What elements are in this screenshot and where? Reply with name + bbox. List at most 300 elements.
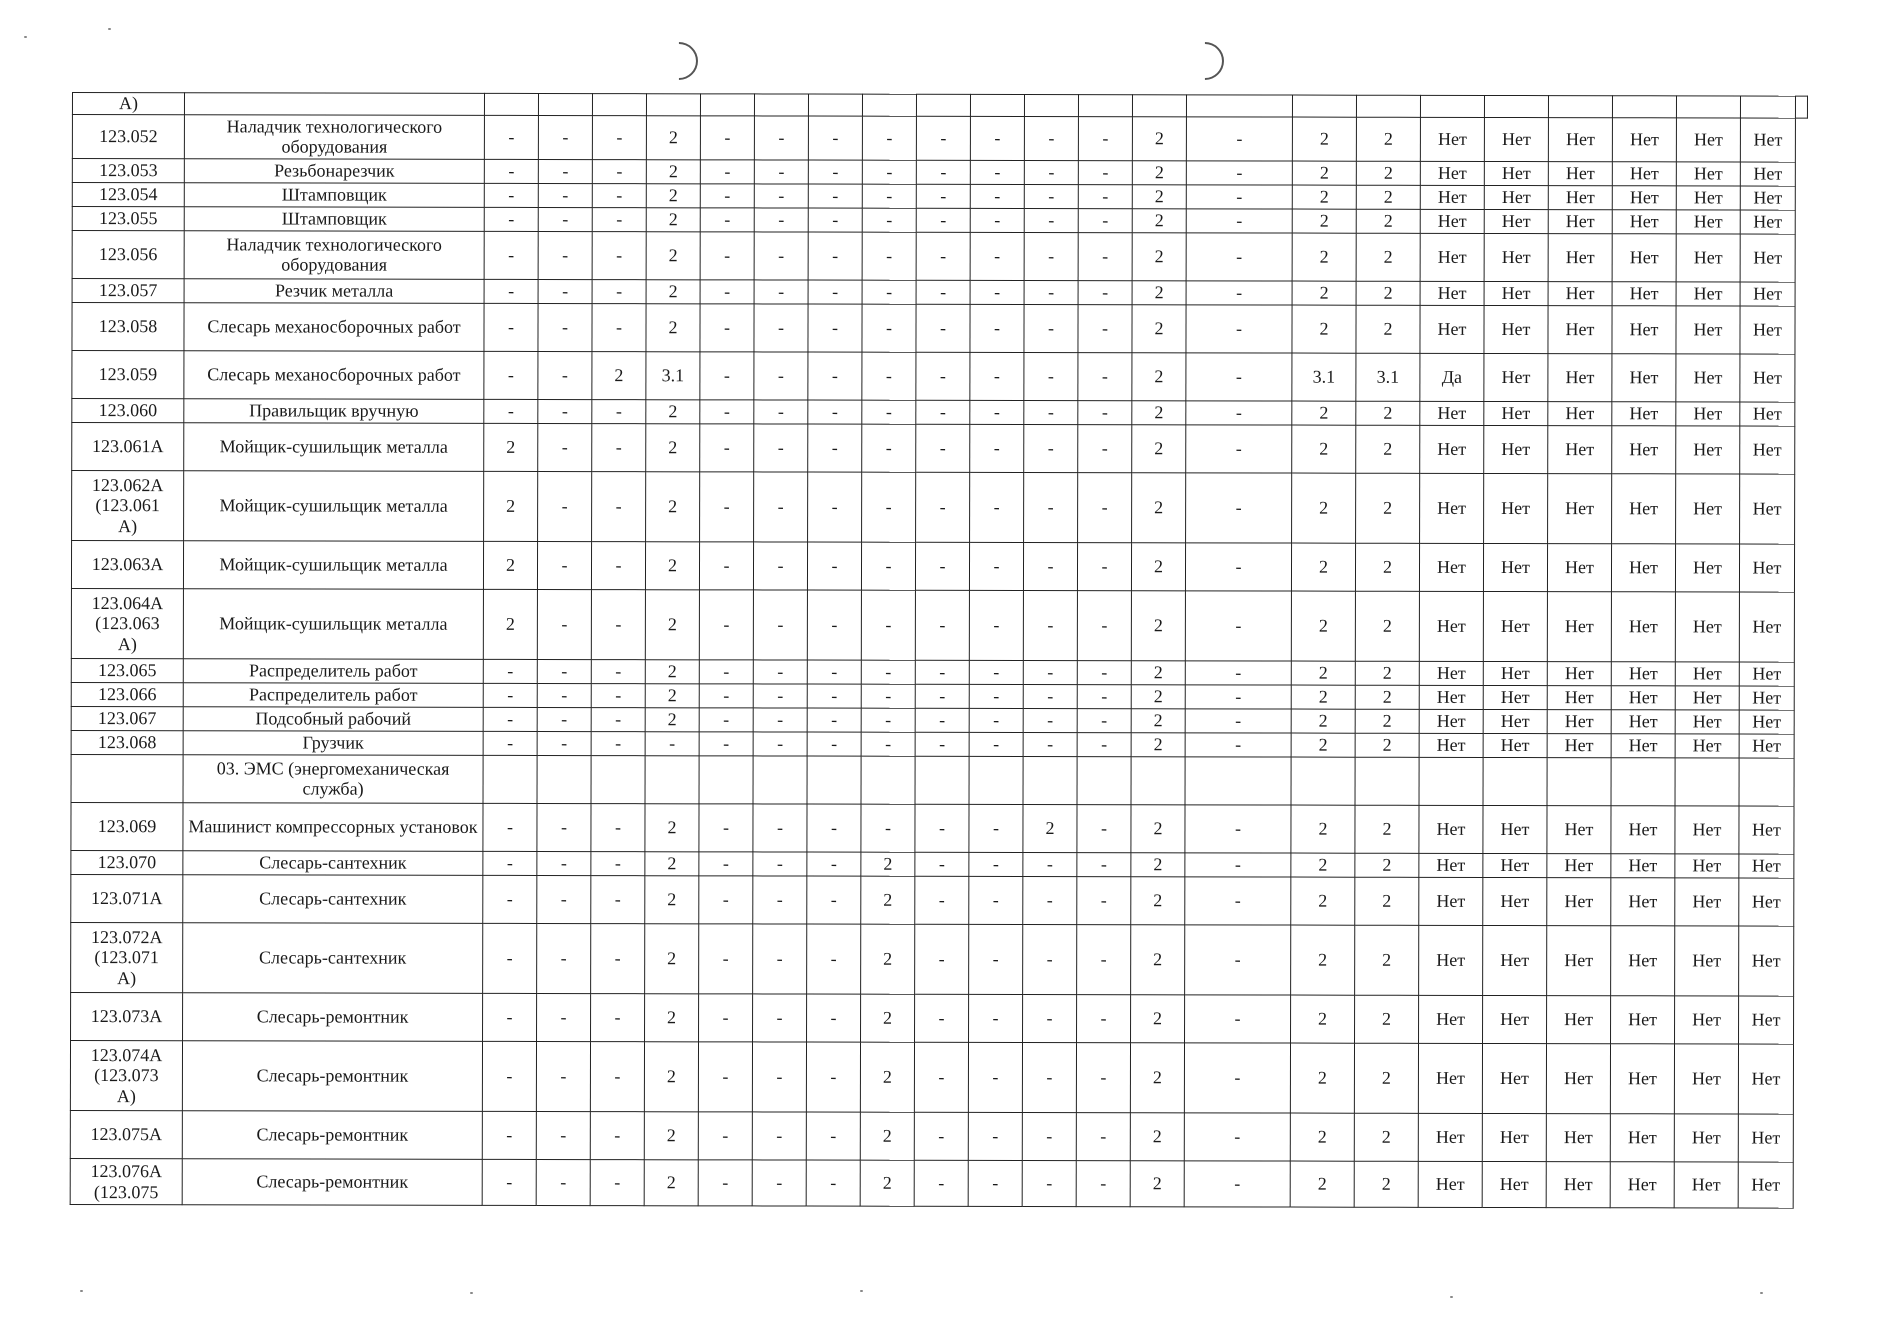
assessment-value-cell: - <box>753 924 807 994</box>
assessment-value-cell: - <box>483 803 537 851</box>
assessment-value-cell <box>645 756 699 804</box>
assessment-value-cell: - <box>808 184 862 208</box>
profession-name-cell: Слесарь механосборочных работ <box>184 303 484 352</box>
assessment-value-cell: - <box>1078 401 1132 425</box>
assessment-value-cell: Нет <box>1546 1114 1610 1162</box>
assessment-value-cell: Нет <box>1739 926 1794 996</box>
assessment-value-cell: - <box>808 208 862 232</box>
assessment-value-cell: - <box>916 304 970 352</box>
assessment-value-cell: 2 <box>1132 233 1186 281</box>
assessment-value-cell: - <box>1186 117 1292 161</box>
assessment-value-cell <box>1185 757 1291 805</box>
assessment-value-cell: - <box>699 660 753 684</box>
assessment-value-cell: Нет <box>1674 1114 1738 1162</box>
workplace-code-cell: 123.076А (123.075 <box>70 1158 182 1204</box>
assessment-value-cell: - <box>1184 1161 1290 1207</box>
assessment-value-cell: 2 <box>1291 995 1355 1043</box>
assessment-value-cell: - <box>807 876 861 924</box>
workplace-code-cell: 123.055 <box>72 207 184 231</box>
assessment-value-cell: Нет <box>1483 543 1547 591</box>
assessment-value-cell: Нет <box>1740 118 1795 162</box>
assessment-value-cell: - <box>753 852 807 876</box>
assessment-value-cell: - <box>698 1160 752 1206</box>
assessment-value-cell: - <box>537 589 591 659</box>
assessment-value-cell: 2 <box>1292 161 1356 185</box>
assessment-value-cell: 2 <box>1356 401 1420 425</box>
assessment-value-cell: - <box>483 923 537 993</box>
assessment-value-cell: - <box>699 852 753 876</box>
assessment-value-cell: 2 <box>1292 233 1356 281</box>
assessment-value-cell: - <box>915 924 969 994</box>
assessment-value-cell: - <box>591 924 645 994</box>
assessment-value-cell: 2 <box>645 660 699 684</box>
assessment-value-cell: - <box>592 160 646 184</box>
assessment-value-cell: Нет <box>1675 996 1739 1044</box>
assessment-value-cell: - <box>806 1112 860 1160</box>
assessment-value-cell: - <box>1186 401 1292 425</box>
assessment-value-cell <box>1675 758 1739 806</box>
assessment-value-cell: Нет <box>1546 1162 1610 1208</box>
assessment-value-cell: - <box>915 684 969 708</box>
assessment-value-cell: - <box>1024 208 1078 232</box>
assessment-value-cell: - <box>1024 160 1078 184</box>
table-row <box>72 207 1807 235</box>
assessment-value-cell: - <box>1078 281 1132 305</box>
assessment-value-cell: 2 <box>644 1160 698 1206</box>
assessment-value-cell: Нет <box>1611 806 1675 854</box>
assessment-value-cell: Нет <box>1482 1161 1546 1207</box>
assessment-value-cell: 2 <box>1292 185 1356 209</box>
assessment-value-cell <box>699 756 753 804</box>
assessment-value-cell: - <box>483 875 537 923</box>
assessment-value-cell: Нет <box>1611 854 1675 878</box>
assessment-value-cell: - <box>969 590 1023 660</box>
assessment-value-cell: Нет <box>1548 306 1612 354</box>
assessment-value-cell: Нет <box>1740 402 1795 426</box>
assessment-value-cell: - <box>753 994 807 1042</box>
assessment-value-cell: - <box>807 660 861 684</box>
assessment-value-cell: - <box>538 351 592 399</box>
assessment-value-cell: - <box>484 399 538 423</box>
assessment-value-cell: Нет <box>1484 425 1548 473</box>
assessment-value-cell: - <box>862 472 916 542</box>
assessment-value-cell: - <box>1077 925 1131 995</box>
assessment-value-cell: - <box>1078 185 1132 209</box>
assessment-value-cell: - <box>1185 733 1291 757</box>
assessment-value-cell: 2 <box>1292 305 1356 353</box>
table-row <box>72 231 1807 283</box>
assessment-value-cell: 2 <box>1291 853 1355 877</box>
assessment-value-cell: - <box>536 1111 590 1159</box>
assessment-value-cell: - <box>969 660 1023 684</box>
assessment-value-cell: Нет <box>1420 305 1484 353</box>
assessment-value-cell: Нет <box>1483 661 1547 685</box>
profession-name-cell: Машинист компрессорных установок <box>183 803 483 852</box>
assessment-value-cell: - <box>754 208 808 232</box>
assessment-value-cell: - <box>538 399 592 423</box>
assessment-value-cell: - <box>808 232 862 280</box>
assessment-value-cell: - <box>590 1042 644 1112</box>
assessment-value-cell: - <box>1185 853 1291 877</box>
workplace-code-cell: 123.073А <box>71 992 183 1040</box>
assessment-value-cell: 2 <box>1290 1043 1354 1113</box>
workplace-code-cell: 123.061А <box>72 423 184 471</box>
table-row <box>70 1158 1805 1208</box>
assessment-value-cell: - <box>969 876 1023 924</box>
table-row <box>71 922 1806 996</box>
assessment-value-cell: Нет <box>1612 474 1676 544</box>
assessment-value-cell: 2 <box>1354 1043 1418 1113</box>
assessment-value-cell: - <box>807 590 861 660</box>
assessment-value-cell: Нет <box>1611 926 1675 996</box>
assessment-value-cell: - <box>538 183 592 207</box>
assessment-value-cell: 3.1 <box>1356 353 1420 401</box>
assessment-value-cell: - <box>970 160 1024 184</box>
assessment-value-cell: - <box>484 207 538 231</box>
assessment-value-cell: Нет <box>1611 710 1675 734</box>
assessment-value-cell: - <box>591 852 645 876</box>
assessment-value-cell: Нет <box>1676 186 1740 210</box>
assessment-value-cell: 2 <box>861 852 915 876</box>
assessment-value-cell: - <box>970 304 1024 352</box>
assessment-value-cell: Нет <box>1676 354 1740 402</box>
assessment-value-cell: - <box>1077 877 1131 925</box>
assessment-value-cell: Нет <box>1675 686 1739 710</box>
assessment-value-cell: - <box>806 1042 860 1112</box>
assessment-value-cell: - <box>538 207 592 231</box>
assessment-value-cell: - <box>862 116 916 160</box>
assessment-value-cell: - <box>592 304 646 352</box>
assessment-value-cell: Нет <box>1740 234 1795 282</box>
assessment-value-cell: - <box>915 804 969 852</box>
assessment-value-cell: Нет <box>1740 186 1795 210</box>
assessment-value-cell: Нет <box>1483 591 1547 661</box>
assessment-value-cell: Нет <box>1420 185 1484 209</box>
assessment-value-cell: 2 <box>1356 185 1420 209</box>
assessment-value-cell <box>1795 96 1807 118</box>
assessment-value-cell: 2 <box>1355 995 1419 1043</box>
assessment-value-cell: Нет <box>1610 1162 1674 1208</box>
assessment-value-cell: - <box>916 280 970 304</box>
assessment-value-cell: - <box>970 424 1024 472</box>
assessment-value-cell: 2 <box>645 684 699 708</box>
assessment-value-cell: 2 <box>1355 925 1419 995</box>
scan-speck <box>24 36 27 38</box>
table-row <box>72 423 1807 475</box>
assessment-value-cell <box>1484 95 1548 117</box>
assessment-value-cell: 2 <box>645 852 699 876</box>
assessment-value-cell <box>1078 95 1132 117</box>
assessment-value-cell: - <box>915 732 969 756</box>
assessment-value-cell: 2 <box>646 400 700 424</box>
assessment-value-cell: Нет <box>1739 710 1794 734</box>
assessment-value-cell: Нет <box>1676 118 1740 162</box>
assessment-value-cell: 2 <box>1292 281 1356 305</box>
assessment-value-cell: 2 <box>1132 281 1186 305</box>
profession-name-cell: Слесарь-ремонтник <box>182 1159 482 1206</box>
assessment-value-cell: - <box>753 876 807 924</box>
assessment-value-cell: 2 <box>644 1112 698 1160</box>
assessment-value-cell: Нет <box>1547 806 1611 854</box>
table-row <box>72 471 1807 545</box>
table-row <box>71 588 1806 662</box>
assessment-value-cell: Нет <box>1548 282 1612 306</box>
assessment-value-cell: - <box>1186 161 1292 185</box>
assessment-value-cell: 2 <box>1131 877 1185 925</box>
assessment-value-cell: - <box>861 684 915 708</box>
assessment-value-cell: 2 <box>1290 1161 1354 1207</box>
assessment-value-cell: 2 <box>483 541 537 589</box>
assessment-value-cell: Нет <box>1548 354 1612 402</box>
assessment-value-cell <box>592 94 646 116</box>
assessment-value-cell: - <box>915 876 969 924</box>
assessment-value-cell <box>1547 758 1611 806</box>
assessment-value-cell: - <box>1077 591 1131 661</box>
assessment-value-cell: - <box>538 115 592 159</box>
assessment-value-cell: - <box>482 1111 536 1159</box>
assessment-value-cell: - <box>483 659 537 683</box>
table-row <box>71 754 1806 806</box>
assessment-value-cell: - <box>968 1042 1022 1112</box>
assessment-value-cell: Нет <box>1420 117 1484 161</box>
assessment-value-cell: Нет <box>1676 234 1740 282</box>
assessment-value-cell: 2 <box>1355 733 1419 757</box>
assessment-value-cell: Нет <box>1675 806 1739 854</box>
assessment-value-cell: Нет <box>1739 734 1794 758</box>
assessment-value-cell: - <box>753 590 807 660</box>
assessment-value-cell: - <box>699 924 753 994</box>
profession-name-cell: Резчик металла <box>184 279 484 304</box>
assessment-value-cell: Нет <box>1612 402 1676 426</box>
assessment-value-cell: - <box>915 994 969 1042</box>
assessment-value-cell: Нет <box>1740 162 1795 186</box>
assessment-value-cell: - <box>807 852 861 876</box>
workplace-code-cell <box>71 754 183 802</box>
assessment-value-cell: - <box>537 993 591 1041</box>
assessment-value-cell: - <box>484 303 538 351</box>
assessment-value-cell: - <box>1023 660 1077 684</box>
assessment-value-cell: - <box>592 424 646 472</box>
workplace-code-cell: 123.065 <box>71 658 183 682</box>
assessment-value-cell: Нет <box>1738 1162 1793 1208</box>
assessment-value-cell: - <box>1024 472 1078 542</box>
assessment-value-cell: Нет <box>1483 685 1547 709</box>
assessment-value-cell: - <box>1185 591 1291 661</box>
assessment-value-cell: - <box>1185 543 1291 591</box>
assessment-value-cell: Нет <box>1483 733 1547 757</box>
assessment-value-cell: - <box>591 590 645 660</box>
assessment-value-cell: Нет <box>1419 591 1483 661</box>
workplace-code-cell: 123.068 <box>71 730 183 754</box>
assessment-value-cell: Нет <box>1611 544 1675 592</box>
assessment-value-cell: Нет <box>1483 853 1547 877</box>
table-row <box>71 874 1806 926</box>
assessment-value-cell: - <box>482 1041 536 1111</box>
assessment-value-cell: - <box>915 708 969 732</box>
assessment-value-cell: - <box>1185 925 1291 995</box>
assessment-value-cell: 2 <box>646 160 700 184</box>
profession-name-cell: Мойщик-сушильщик металла <box>184 423 484 472</box>
assessment-value-cell: - <box>916 424 970 472</box>
assessment-value-cell: Нет <box>1419 661 1483 685</box>
assessment-value-cell: - <box>753 684 807 708</box>
assessment-value-cell: - <box>1077 685 1131 709</box>
assessment-value-cell: - <box>700 116 754 160</box>
assessment-value-cell: 2 <box>860 1112 914 1160</box>
assessment-value-cell: - <box>1077 995 1131 1043</box>
assessment-value-cell: - <box>537 731 591 755</box>
assessment-value-cell: - <box>1022 1112 1076 1160</box>
table-row <box>71 992 1806 1044</box>
assessment-value-cell: Нет <box>1420 233 1484 281</box>
profession-name-cell: Резьбонарезчик <box>184 159 484 184</box>
assessment-value-cell: - <box>808 280 862 304</box>
assessment-value-cell: Нет <box>1484 209 1548 233</box>
assessment-value-cell: - <box>698 1042 752 1112</box>
assessment-value-cell: 2 <box>1355 685 1419 709</box>
assessment-value-cell: - <box>969 924 1023 994</box>
assessment-value-cell: - <box>969 804 1023 852</box>
assessment-value-cell <box>484 93 538 115</box>
assessment-value-cell: - <box>538 159 592 183</box>
assessment-value-cell: Нет <box>1483 709 1547 733</box>
assessment-value-cell: - <box>808 160 862 184</box>
assessment-value-cell: 2 <box>1290 1113 1354 1161</box>
workplace-code-cell: 123.057 <box>72 279 184 303</box>
assessment-value-cell: 2 <box>1292 425 1356 473</box>
assessment-value-cell: Нет <box>1612 306 1676 354</box>
workplace-code-cell: 123.074А (123.073 А) <box>70 1040 182 1110</box>
assessment-value-cell: - <box>592 400 646 424</box>
assessment-value-cell: Нет <box>1676 162 1740 186</box>
assessment-value-cell: Нет <box>1739 592 1794 662</box>
assessment-value-cell: - <box>861 732 915 756</box>
assessment-value-cell: - <box>862 424 916 472</box>
assessment-value-cell: - <box>592 280 646 304</box>
assessment-value-cell: Нет <box>1419 733 1483 757</box>
assessment-value-cell: Нет <box>1675 926 1739 996</box>
assessment-value-cell: - <box>591 708 645 732</box>
assessment-value-cell: 2 <box>1131 661 1185 685</box>
assessment-value-cell: - <box>1185 709 1291 733</box>
assessment-value-cell: - <box>1186 233 1292 281</box>
table-row <box>70 1040 1805 1114</box>
assessment-value-cell: - <box>752 1112 806 1160</box>
assessment-value-cell: - <box>1186 185 1292 209</box>
workplace-code-cell: 123.053 <box>72 159 184 183</box>
assessment-value-cell: - <box>1077 733 1131 757</box>
table-row <box>71 658 1806 686</box>
assessment-value-cell: - <box>1024 304 1078 352</box>
assessment-value-cell: Нет <box>1548 210 1612 234</box>
assessment-value-cell: - <box>754 160 808 184</box>
assessment-value-cell: 2 <box>1355 543 1419 591</box>
assessment-value-cell: - <box>592 232 646 280</box>
assessment-value-cell: - <box>1184 1113 1290 1161</box>
assessment-value-cell: Нет <box>1548 474 1612 544</box>
assessment-value-cell: Нет <box>1676 282 1740 306</box>
assessment-value-cell: Нет <box>1674 1162 1738 1208</box>
assessment-value-cell: - <box>916 160 970 184</box>
assessment-value-cell: - <box>970 116 1024 160</box>
assessment-value-cell: Нет <box>1547 996 1611 1044</box>
assessment-value-cell: - <box>484 183 538 207</box>
profession-name-cell: Правильщик вручную <box>184 399 484 424</box>
assessment-value-cell: 2 <box>1132 117 1186 161</box>
assessment-value-cell: Да <box>1420 353 1484 401</box>
assessment-value-cell: Нет <box>1483 805 1547 853</box>
assessment-value-cell: - <box>916 208 970 232</box>
assessment-value-cell: - <box>645 732 699 756</box>
assessment-value-cell: Нет <box>1612 210 1676 234</box>
assessment-value-cell: - <box>969 994 1023 1042</box>
assessment-value-cell: Нет <box>1483 995 1547 1043</box>
assessment-value-cell: - <box>538 423 592 471</box>
assessment-value-cell: - <box>753 708 807 732</box>
assessment-value-cell: Нет <box>1611 878 1675 926</box>
assessment-value-cell: Нет <box>1610 1044 1674 1114</box>
assessment-value-cell <box>1420 95 1484 117</box>
assessment-value-cell: - <box>861 590 915 660</box>
assessment-value-cell: Нет <box>1547 592 1611 662</box>
assessment-value-cell <box>591 756 645 804</box>
assessment-value-cell: - <box>1186 473 1292 543</box>
assessment-value-cell <box>969 756 1023 804</box>
assessment-value-cell: - <box>915 542 969 590</box>
assessment-value-cell: Нет <box>1676 426 1740 474</box>
assessment-value-cell: 2 <box>1355 709 1419 733</box>
assessment-value-cell: Нет <box>1547 686 1611 710</box>
assessment-value-cell: - <box>862 160 916 184</box>
assessment-value-cell: - <box>483 683 537 707</box>
assessment-value-cell: - <box>861 542 915 590</box>
assessment-value-cell <box>483 755 537 803</box>
assessment-value-cell: Нет <box>1419 995 1483 1043</box>
profession-name-cell: Штамповщик <box>184 183 484 208</box>
assessment-value-cell: - <box>807 708 861 732</box>
assessment-value-cell <box>1356 95 1420 117</box>
assessment-value-cell: - <box>536 1041 590 1111</box>
assessment-value-cell: Нет <box>1739 996 1794 1044</box>
assessment-value-cell: - <box>1186 425 1292 473</box>
table-row <box>71 850 1806 878</box>
assessment-value-cell: 2 <box>1132 353 1186 401</box>
assessment-value-cell: - <box>806 1160 860 1206</box>
assessment-value-cell: 2 <box>1292 117 1356 161</box>
assessment-value-cell: - <box>1186 305 1292 353</box>
assessment-value-cell: 2 <box>1356 209 1420 233</box>
assessment-value-cell <box>1676 96 1740 118</box>
scan-speck <box>470 1292 473 1294</box>
assessment-value-cell: 2 <box>646 184 700 208</box>
assessment-value-cell: 2 <box>1130 1113 1184 1161</box>
assessment-value-cell: 2 <box>1291 709 1355 733</box>
assessment-value-cell: Нет <box>1484 305 1548 353</box>
assessment-value-cell: - <box>700 184 754 208</box>
assessment-value-cell: Нет <box>1739 686 1794 710</box>
assessment-value-cell: 2 <box>1132 425 1186 473</box>
assessment-value-cell: - <box>862 352 916 400</box>
assessment-value-cell: Нет <box>1547 662 1611 686</box>
table-row <box>71 541 1806 593</box>
assessment-value-cell: Нет <box>1740 306 1795 354</box>
assessment-value-cell <box>807 756 861 804</box>
assessment-value-cell: - <box>1024 424 1078 472</box>
assessment-value-cell: - <box>754 472 808 542</box>
assessment-value-cell: - <box>1186 209 1292 233</box>
assessment-value-cell: - <box>753 732 807 756</box>
assessment-value-cell: Нет <box>1418 1113 1482 1161</box>
